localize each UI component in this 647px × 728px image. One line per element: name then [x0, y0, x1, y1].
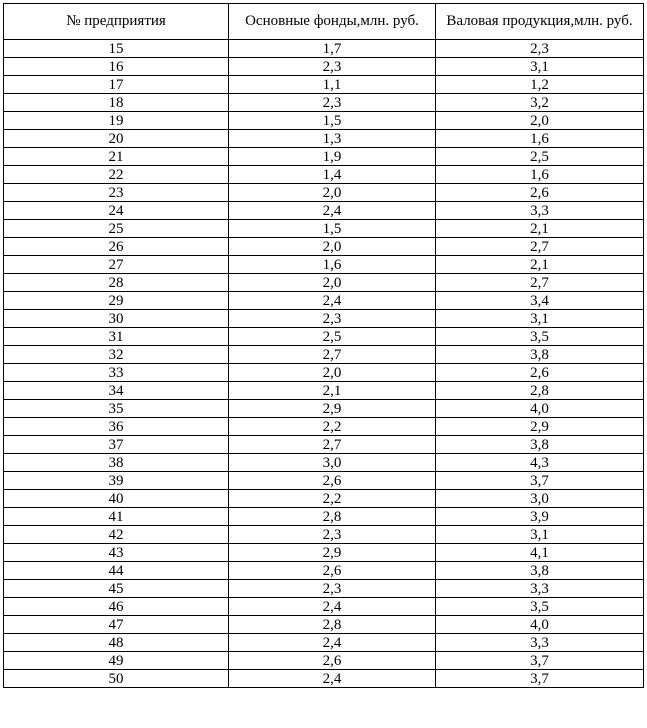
table-row	[4, 652, 644, 670]
cell-fixed-assets: 2,2	[229, 418, 436, 436]
cell-gross-output: 4,0	[436, 400, 644, 418]
table-row	[4, 400, 644, 418]
table-row	[4, 364, 644, 382]
table-row	[4, 616, 644, 634]
cell-enterprise-number: 18	[4, 94, 229, 112]
table-row	[4, 454, 644, 472]
cell-fixed-assets: 2,3	[229, 94, 436, 112]
cell-fixed-assets: 2,8	[229, 616, 436, 634]
cell-fixed-assets: 2,0	[229, 274, 436, 292]
cell-gross-output: 3,3	[436, 580, 644, 598]
cell-enterprise-number: 36	[4, 418, 229, 436]
cell-gross-output: 3,4	[436, 292, 644, 310]
table-row	[4, 544, 644, 562]
table-row	[4, 490, 644, 508]
cell-gross-output: 2,3	[436, 40, 644, 58]
cell-gross-output: 3,7	[436, 472, 644, 490]
table-row	[4, 310, 644, 328]
cell-enterprise-number: 15	[4, 40, 229, 58]
cell-fixed-assets: 2,3	[229, 310, 436, 328]
cell-gross-output: 3,9	[436, 508, 644, 526]
cell-gross-output: 4,0	[436, 616, 644, 634]
cell-gross-output: 4,3	[436, 454, 644, 472]
cell-fixed-assets: 2,8	[229, 508, 436, 526]
cell-enterprise-number: 34	[4, 382, 229, 400]
enterprise-data-table	[3, 3, 644, 688]
table-row	[4, 598, 644, 616]
table-row	[4, 562, 644, 580]
table-row	[4, 58, 644, 76]
cell-gross-output: 3,2	[436, 94, 644, 112]
cell-fixed-assets: 1,5	[229, 220, 436, 238]
table-row	[4, 166, 644, 184]
cell-gross-output: 1,6	[436, 166, 644, 184]
cell-enterprise-number: 38	[4, 454, 229, 472]
cell-enterprise-number: 33	[4, 364, 229, 382]
header-enterprise-number: № предприятия	[4, 4, 229, 40]
cell-fixed-assets: 2,3	[229, 526, 436, 544]
cell-fixed-assets: 2,6	[229, 472, 436, 490]
cell-enterprise-number: 45	[4, 580, 229, 598]
cell-gross-output: 1,2	[436, 76, 644, 94]
table-row	[4, 40, 644, 58]
cell-fixed-assets: 2,7	[229, 346, 436, 364]
cell-enterprise-number: 24	[4, 202, 229, 220]
cell-fixed-assets: 2,0	[229, 184, 436, 202]
table-row	[4, 472, 644, 490]
cell-fixed-assets: 2,3	[229, 58, 436, 76]
table-row	[4, 436, 644, 454]
cell-gross-output: 4,1	[436, 544, 644, 562]
cell-fixed-assets: 1,3	[229, 130, 436, 148]
table-row	[4, 670, 644, 688]
table-row	[4, 220, 644, 238]
cell-fixed-assets: 2,4	[229, 292, 436, 310]
cell-gross-output: 3,8	[436, 346, 644, 364]
table-body	[4, 40, 644, 688]
cell-enterprise-number: 49	[4, 652, 229, 670]
cell-fixed-assets: 2,5	[229, 328, 436, 346]
cell-fixed-assets: 2,4	[229, 670, 436, 688]
cell-enterprise-number: 30	[4, 310, 229, 328]
table-row	[4, 328, 644, 346]
cell-enterprise-number: 20	[4, 130, 229, 148]
cell-fixed-assets: 1,1	[229, 76, 436, 94]
cell-fixed-assets: 2,4	[229, 634, 436, 652]
table-row	[4, 634, 644, 652]
cell-gross-output: 2,7	[436, 238, 644, 256]
table-row	[4, 148, 644, 166]
cell-enterprise-number: 37	[4, 436, 229, 454]
cell-gross-output: 3,8	[436, 562, 644, 580]
cell-gross-output: 2,6	[436, 364, 644, 382]
cell-enterprise-number: 25	[4, 220, 229, 238]
cell-gross-output: 2,1	[436, 220, 644, 238]
cell-fixed-assets: 1,6	[229, 256, 436, 274]
cell-gross-output: 2,1	[436, 256, 644, 274]
header-gross-output: Валовая продукция,млн. руб.	[436, 4, 644, 40]
cell-fixed-assets: 2,4	[229, 202, 436, 220]
table-row	[4, 346, 644, 364]
cell-fixed-assets: 2,6	[229, 562, 436, 580]
cell-fixed-assets: 2,9	[229, 544, 436, 562]
cell-gross-output: 3,1	[436, 526, 644, 544]
cell-enterprise-number: 42	[4, 526, 229, 544]
cell-enterprise-number: 27	[4, 256, 229, 274]
cell-gross-output: 2,0	[436, 112, 644, 130]
table-header	[4, 4, 644, 40]
table-row	[4, 130, 644, 148]
table-row	[4, 292, 644, 310]
cell-gross-output: 3,5	[436, 328, 644, 346]
table-row	[4, 94, 644, 112]
cell-fixed-assets: 2,3	[229, 580, 436, 598]
table-row	[4, 508, 644, 526]
cell-fixed-assets: 1,9	[229, 148, 436, 166]
cell-gross-output: 2,8	[436, 382, 644, 400]
table-row	[4, 256, 644, 274]
cell-gross-output: 2,9	[436, 418, 644, 436]
cell-gross-output: 1,6	[436, 130, 644, 148]
cell-gross-output: 3,0	[436, 490, 644, 508]
cell-enterprise-number: 17	[4, 76, 229, 94]
cell-gross-output: 3,7	[436, 670, 644, 688]
cell-enterprise-number: 44	[4, 562, 229, 580]
cell-gross-output: 2,7	[436, 274, 644, 292]
cell-enterprise-number: 41	[4, 508, 229, 526]
cell-fixed-assets: 1,5	[229, 112, 436, 130]
cell-enterprise-number: 21	[4, 148, 229, 166]
cell-fixed-assets: 2,9	[229, 400, 436, 418]
table-row	[4, 184, 644, 202]
table-row	[4, 76, 644, 94]
cell-gross-output: 2,6	[436, 184, 644, 202]
cell-enterprise-number: 43	[4, 544, 229, 562]
cell-enterprise-number: 40	[4, 490, 229, 508]
cell-enterprise-number: 39	[4, 472, 229, 490]
cell-fixed-assets: 3,0	[229, 454, 436, 472]
table-row	[4, 112, 644, 130]
cell-enterprise-number: 23	[4, 184, 229, 202]
table-row	[4, 202, 644, 220]
cell-fixed-assets: 2,6	[229, 652, 436, 670]
cell-gross-output: 3,7	[436, 652, 644, 670]
cell-enterprise-number: 48	[4, 634, 229, 652]
cell-enterprise-number: 35	[4, 400, 229, 418]
cell-fixed-assets: 1,7	[229, 40, 436, 58]
cell-enterprise-number: 50	[4, 670, 229, 688]
cell-enterprise-number: 28	[4, 274, 229, 292]
cell-gross-output: 3,5	[436, 598, 644, 616]
cell-gross-output: 3,1	[436, 310, 644, 328]
cell-gross-output: 2,5	[436, 148, 644, 166]
header-fixed-assets: Основные фонды,млн. руб.	[229, 4, 436, 40]
table-row	[4, 526, 644, 544]
cell-enterprise-number: 46	[4, 598, 229, 616]
cell-enterprise-number: 31	[4, 328, 229, 346]
table-row	[4, 382, 644, 400]
cell-fixed-assets: 2,2	[229, 490, 436, 508]
cell-gross-output: 3,3	[436, 202, 644, 220]
table-row	[4, 418, 644, 436]
cell-fixed-assets: 2,1	[229, 382, 436, 400]
table-row	[4, 580, 644, 598]
cell-gross-output: 3,3	[436, 634, 644, 652]
cell-enterprise-number: 19	[4, 112, 229, 130]
cell-enterprise-number: 47	[4, 616, 229, 634]
table-row	[4, 238, 644, 256]
cell-enterprise-number: 29	[4, 292, 229, 310]
cell-fixed-assets: 2,0	[229, 238, 436, 256]
cell-enterprise-number: 32	[4, 346, 229, 364]
cell-enterprise-number: 16	[4, 58, 229, 76]
cell-enterprise-number: 22	[4, 166, 229, 184]
cell-enterprise-number: 26	[4, 238, 229, 256]
cell-gross-output: 3,8	[436, 436, 644, 454]
cell-fixed-assets: 2,0	[229, 364, 436, 382]
cell-fixed-assets: 2,7	[229, 436, 436, 454]
cell-fixed-assets: 1,4	[229, 166, 436, 184]
header-row	[4, 4, 644, 40]
cell-gross-output: 3,1	[436, 58, 644, 76]
table-row	[4, 274, 644, 292]
cell-fixed-assets: 2,4	[229, 598, 436, 616]
